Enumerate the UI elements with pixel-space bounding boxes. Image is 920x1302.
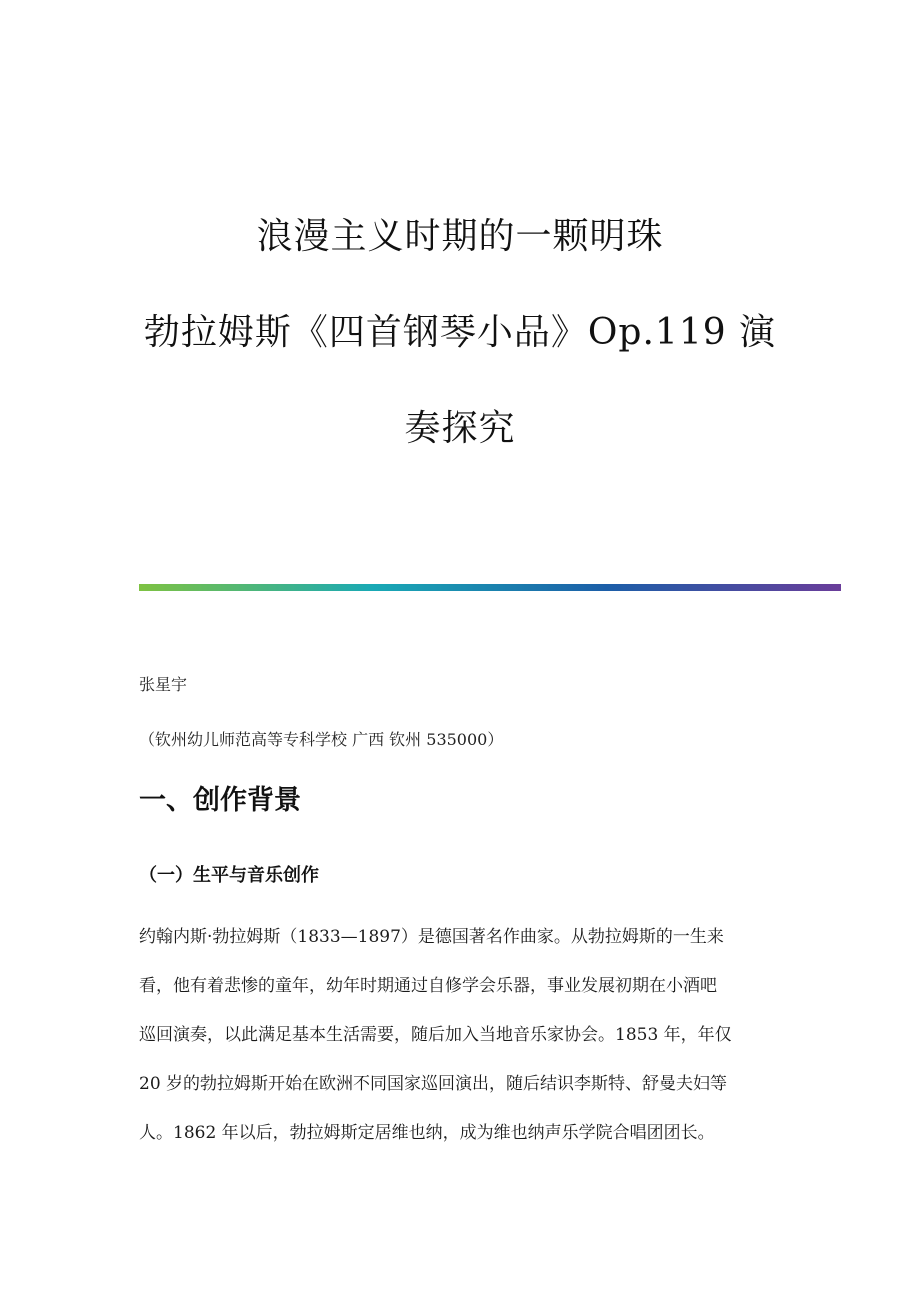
paragraph-line: 20 岁的勃拉姆斯开始在欧洲不同国家巡回演出，随后结识李斯特、舒曼夫妇等 bbox=[139, 1074, 728, 1094]
subsection-heading: （一）生平与音乐创作 bbox=[139, 865, 319, 886]
paragraph-line: 约翰内斯·勃拉姆斯（1833—1897）是德国著名作曲家。从勃拉姆斯的一生来 bbox=[139, 927, 724, 947]
paragraph-line: 人。1862 年以后，勃拉姆斯定居维也纳，成为维也纳声乐学院合唱团团长。 bbox=[139, 1123, 715, 1143]
author-name: 张星宇 bbox=[139, 675, 188, 694]
title-line-3: 奏探究 bbox=[404, 408, 516, 449]
title-line-2: 勃拉姆斯《四首钢琴小品》Op.119 演 bbox=[143, 312, 777, 353]
section-heading: 一、创作背景 bbox=[139, 785, 301, 816]
gradient-divider bbox=[139, 584, 841, 591]
author-affiliation: （钦州幼儿师范高等专科学校 广西 钦州 535000） bbox=[139, 730, 504, 749]
paragraph-line: 巡回演奏，以此满足基本生活需要，随后加入当地音乐家协会。1853 年，年仅 bbox=[139, 1025, 732, 1045]
paragraph-line: 看，他有着悲惨的童年，幼年时期通过自修学会乐器，事业发展初期在小酒吧 bbox=[139, 976, 717, 996]
title-line-1: 浪漫主义时期的一颗明珠 bbox=[256, 216, 664, 257]
document-title bbox=[130, 215, 790, 503]
body-paragraph bbox=[139, 925, 784, 1170]
